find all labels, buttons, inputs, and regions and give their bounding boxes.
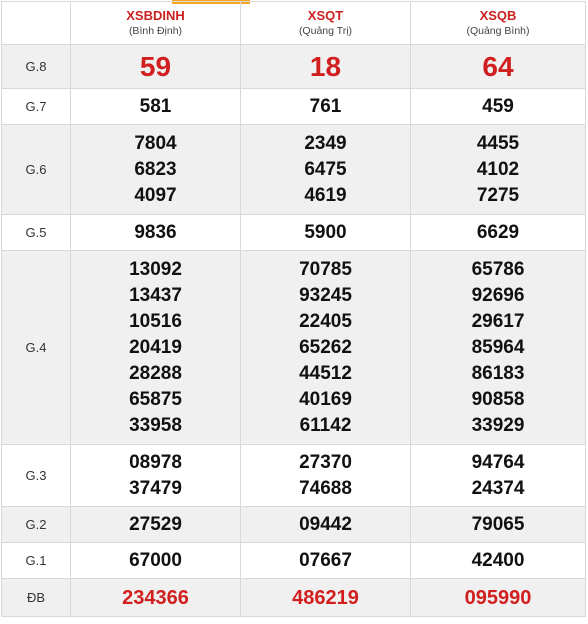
prize-label: ĐB <box>2 579 71 617</box>
province-name: (Quảng Trị) <box>298 25 353 37</box>
province-code[interactable]: XSQT <box>307 8 344 23</box>
prize-number: 59 <box>139 50 172 82</box>
prize-label: G.7 <box>2 89 71 125</box>
prize-number: 94764 <box>471 451 525 473</box>
prize-number: 44512 <box>299 362 352 384</box>
prize-number: 4619 <box>304 184 347 206</box>
header-col-2[interactable] <box>241 2 411 45</box>
prize-number: 90858 <box>471 388 525 410</box>
prize-number: 459 <box>482 95 514 117</box>
prize-number: 20419 <box>129 336 182 358</box>
prize-cell <box>411 445 586 507</box>
prize-cell <box>241 89 411 125</box>
prize-number: 33929 <box>471 414 525 436</box>
prize-number: 4097 <box>134 184 177 206</box>
prize-cell <box>71 579 241 617</box>
province-name: (Bình Định) <box>128 25 183 37</box>
lottery-results-table <box>1 1 586 617</box>
prize-number: 18 <box>309 50 342 82</box>
prize-number: 61142 <box>299 414 352 436</box>
prize-label: G.5 <box>2 215 71 251</box>
prize-number: 28288 <box>129 362 182 384</box>
prize-row-b <box>2 579 586 617</box>
prize-number: 09442 <box>299 513 352 535</box>
prize-number: 761 <box>309 95 342 117</box>
prize-number: 08978 <box>129 451 182 473</box>
prize-cell <box>71 45 241 89</box>
prize-number: 7275 <box>476 184 520 206</box>
prize-number: 93245 <box>299 284 352 306</box>
prize-number: 70785 <box>299 258 352 280</box>
prize-label: G.1 <box>2 543 71 579</box>
prize-cell <box>71 543 241 579</box>
special-prize-number: 234366 <box>122 586 189 609</box>
prize-number: 6475 <box>304 158 347 180</box>
prize-cell <box>71 445 241 507</box>
prize-cell <box>411 45 586 89</box>
prize-cell <box>71 507 241 543</box>
prize-number: 40169 <box>299 388 352 410</box>
prize-number: 4455 <box>476 132 520 154</box>
prize-row-g5 <box>2 215 586 251</box>
header-empty-cell <box>2 2 71 45</box>
prize-number: 86183 <box>471 362 525 384</box>
prize-number: 42400 <box>471 549 525 571</box>
prize-number: 65875 <box>129 388 182 410</box>
province-code[interactable]: XSBDINH <box>126 8 185 23</box>
prize-number: 581 <box>139 95 172 117</box>
prize-number: 67000 <box>129 549 182 571</box>
prize-row-g7 <box>2 89 586 125</box>
prize-number: 85964 <box>471 336 525 358</box>
prize-number: 64 <box>482 50 514 82</box>
prize-number: 13437 <box>129 284 182 306</box>
prize-cell <box>241 45 411 89</box>
header-col-3[interactable] <box>411 2 586 45</box>
prize-number: 6629 <box>476 221 520 243</box>
prize-label: G.8 <box>2 45 71 89</box>
special-prize-number: 486219 <box>292 586 359 609</box>
prize-cell <box>71 125 241 215</box>
special-prize-number: 095990 <box>464 586 532 609</box>
province-name: (Quảng Bình) <box>466 25 530 37</box>
prize-number: 27529 <box>129 513 182 535</box>
prize-cell <box>411 251 586 445</box>
prize-cell <box>241 507 411 543</box>
prize-cell <box>411 125 586 215</box>
prize-number: 9836 <box>134 221 177 243</box>
prize-number: 13092 <box>129 258 182 280</box>
prize-number: 10516 <box>129 310 182 332</box>
prize-cell <box>241 215 411 251</box>
prize-number: 4102 <box>476 158 520 180</box>
prize-label: G.4 <box>2 251 71 445</box>
prize-row-g1 <box>2 543 586 579</box>
prize-number: 74688 <box>299 477 352 499</box>
prize-row-g4 <box>2 251 586 445</box>
prize-row-g3 <box>2 445 586 507</box>
prize-cell <box>241 579 411 617</box>
prize-cell <box>71 89 241 125</box>
prize-cell <box>411 89 586 125</box>
prize-number: 33958 <box>129 414 182 436</box>
prize-label: G.3 <box>2 445 71 507</box>
prize-number: 29617 <box>471 310 525 332</box>
prize-number: 6823 <box>134 158 177 180</box>
prize-label: G.2 <box>2 507 71 543</box>
prize-cell <box>411 215 586 251</box>
prize-number: 27370 <box>299 451 352 473</box>
prize-number: 7804 <box>134 132 177 154</box>
prize-number: 07667 <box>299 549 352 571</box>
prize-cell <box>241 125 411 215</box>
prize-cell <box>411 507 586 543</box>
prize-row-g6 <box>2 125 586 215</box>
header-col-1[interactable] <box>71 2 241 45</box>
prize-number: 2349 <box>304 132 347 154</box>
prize-cell <box>411 543 586 579</box>
prize-cell <box>71 251 241 445</box>
prize-number: 79065 <box>471 513 525 535</box>
prize-number: 65262 <box>299 336 352 358</box>
prize-number: 65786 <box>471 258 525 280</box>
prize-cell <box>71 215 241 251</box>
prize-number: 37479 <box>129 477 182 499</box>
prize-row-g8 <box>2 45 586 89</box>
prize-number: 92696 <box>471 284 525 306</box>
province-code[interactable]: XSQB <box>479 8 517 23</box>
prize-label: G.6 <box>2 125 71 215</box>
prize-cell <box>241 543 411 579</box>
prize-cell <box>241 445 411 507</box>
prize-number: 5900 <box>304 221 347 243</box>
prize-number: 24374 <box>471 477 525 499</box>
prize-cell <box>241 251 411 445</box>
prize-row-g2 <box>2 507 586 543</box>
prize-cell <box>411 579 586 617</box>
header-row <box>2 2 586 45</box>
prize-number: 22405 <box>299 310 352 332</box>
